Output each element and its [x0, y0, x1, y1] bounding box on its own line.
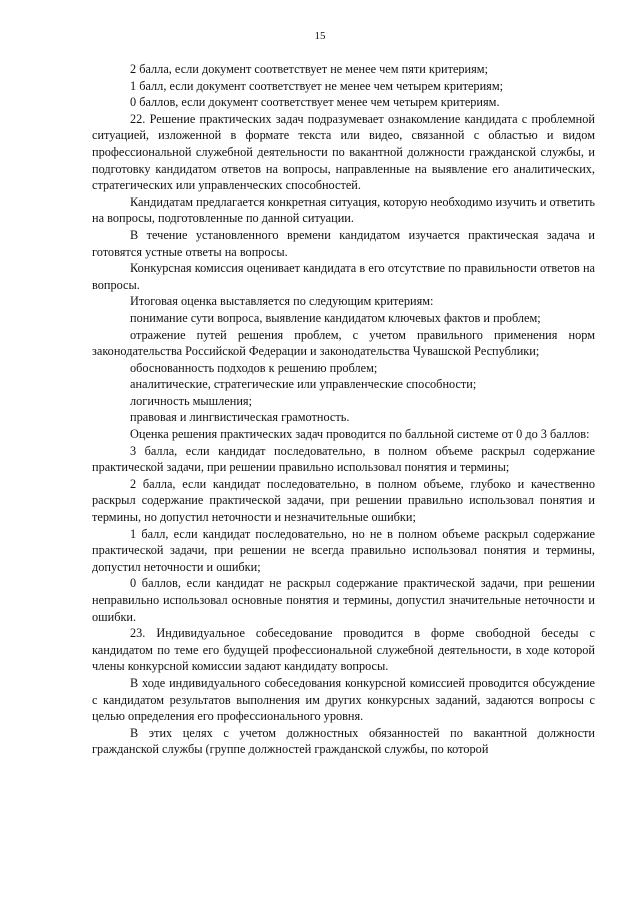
paragraph-commission-evaluates: Конкурсная комиссия оценивает кандидата в его отсутствие по правильности ответов на вопросы. — [92, 261, 595, 292]
paragraph-23-interview: 23. Индивидуальное собеседование проводится в форме свободной беседы с кандидатом по теме его будущей профессиональной служебной деятельности, в ходе которой члены конкурсной комиссии задают кандидату вопросы. — [92, 626, 595, 674]
paragraph-task-score-3: 3 балла, если кандидат последовательно, в полном объеме раскрыл содержание практической задачи, при решении правильно использовал понятия и термины; — [92, 443, 595, 475]
paragraph-scoring-system: Оценка решения практических задач проводится по балльной системе от 0 до 3 баллов: — [130, 427, 590, 442]
paragraph-situation-offered: Кандидатам предлагается конкретная ситуация, которую необходимо изучить и ответить на вопросы, подготовленные по данной ситуации. — [92, 194, 595, 226]
criterion-justification: обоснованность подходов к решению проблем; — [130, 360, 378, 375]
paragraph-interview-discussion: В ходе индивидуального собеседования конкурсной комиссией проводится обсуждение с кандидатом результатов выполнения им других конкурсных заданий, задаются вопросы с целью определения его профессионального уровня. — [92, 675, 595, 724]
criterion-logic: логичность мышления; — [130, 393, 252, 408]
paragraph-final-criteria: Итоговая оценка выставляется по следующим критериям: — [130, 294, 434, 309]
criterion-solutions: отражение путей решения проблем, с учетом правильного применения норм законодательства Российской Федерации и законодательства Чувашской Республики; — [92, 327, 595, 359]
criterion-abilities: аналитические, стратегические или управленческие способности; — [130, 377, 477, 392]
paragraph-22-practical-tasks: 22. Решение практических задач подразумевает ознакомление кандидата с проблемной ситуацией, изложенной в формате текста или видео, связанной с областью и видом профессиональной служебной деятельности по вакантной должности гражданской службы, и подготовку кандидатом ответов на вопросы, направленные на выявление его аналитических, стратегических или управленческих способностей. — [92, 111, 595, 193]
page-number: 15 — [314, 30, 326, 42]
paragraph-task-score-2: 2 балла, если кандидат последовательно, в полном объеме, глубоко и качественно раскрыл содержание практической задачи, при решении правильно использовал понятия и термины, но допустил неточности и незначительные ошибки; — [92, 476, 595, 525]
paragraph-task-score-1: 1 балл, если кандидат последовательно, но не в полном объеме раскрыл содержание практической задачи, при решении не всегда правильно использовал понятия и термины, допустил неточности и ошибки; — [92, 526, 595, 574]
criterion-understanding: понимание сути вопроса, выявление кандидатом ключевых фактов и проблем; — [130, 310, 541, 325]
body-text — [92, 61, 595, 758]
paragraph-task-score-0: 0 баллов, если кандидат не раскрыл содержание практической задачи, при решении неправильно использовал основные понятия и термины, допустил значительные неточности и ошибки. — [92, 576, 595, 624]
paragraph-duties-purpose: В этих целях с учетом должностных обязанностей по вакантной должности гражданской службы (группе должностей гражданской службы, по которой — [92, 725, 595, 757]
criterion-literacy: правовая и лингвистическая грамотность. — [130, 410, 350, 425]
paragraph-score-0: 0 баллов, если документ соответствует менее чем четырем критериям. — [130, 95, 500, 110]
paragraph-score-2: 2 балла, если документ соответствует не менее чем пяти критериям; — [130, 62, 488, 76]
paragraph-time-allotted: В течение установленного времени кандидатом изучается практическая задача и готовятся устные ответы на вопросы. — [92, 227, 595, 259]
paragraph-score-1: 1 балл, если документ соответствует не менее чем четырем критериям; — [130, 78, 504, 93]
